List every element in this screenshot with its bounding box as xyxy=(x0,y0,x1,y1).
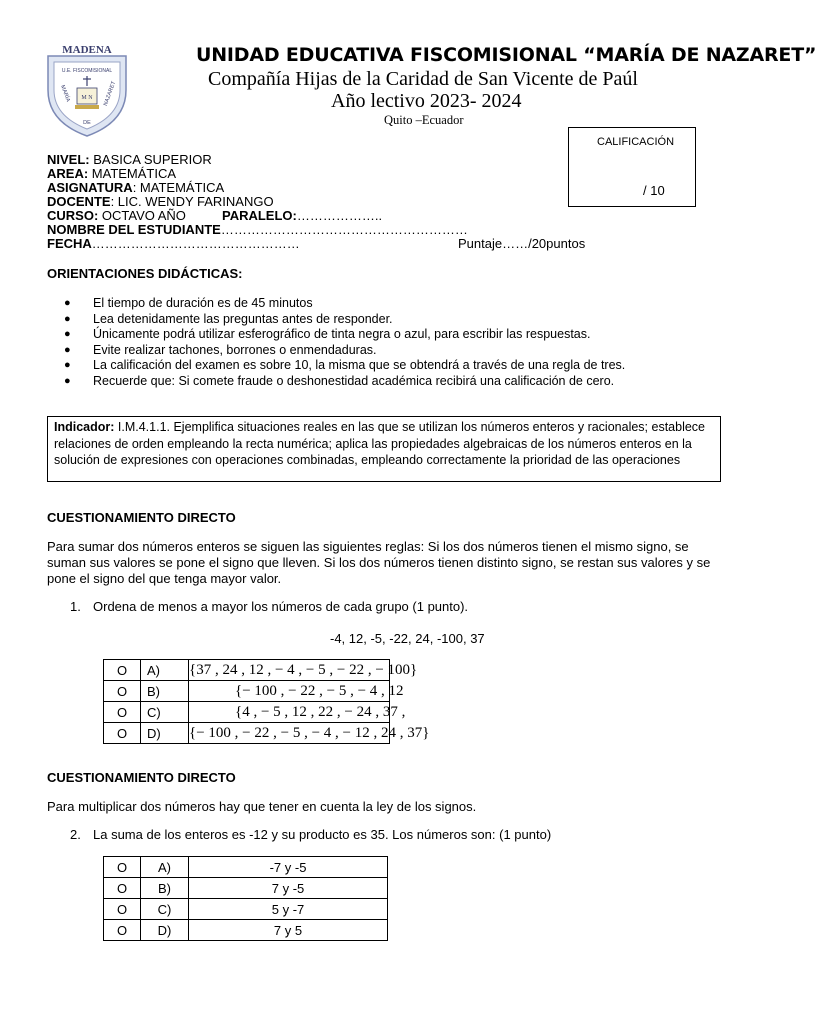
nivel-value: BASICA SUPERIOR xyxy=(89,152,212,167)
grade-label: CALIFICACIÓN xyxy=(597,136,675,148)
fecha-line[interactable] xyxy=(47,237,300,251)
list-item-text: Evite realizar tachones, borrones o enmendaduras. xyxy=(93,342,377,357)
option-letter: B) xyxy=(141,878,189,899)
table-row[interactable] xyxy=(104,660,390,681)
asignatura-label: ASIGNATURA xyxy=(47,180,133,195)
table-row[interactable] xyxy=(104,702,390,723)
question-text: Ordena de menos a mayor los números de cada grupo (1 punto). xyxy=(93,599,469,614)
bullet-icon: ● xyxy=(64,359,71,371)
curso-line xyxy=(47,209,186,223)
logo-ring-text: U.E. FISCOMISIONAL xyxy=(61,68,113,74)
list-item-text: Lea detenidamente las preguntas antes de responder. xyxy=(93,311,393,326)
list-item xyxy=(64,327,625,343)
docente-value: : LIC. WENDY FARINANGO xyxy=(110,194,274,209)
list-item xyxy=(64,374,625,390)
option-letter: D) xyxy=(141,920,189,941)
list-item-text: La calificación del examen es sobre 10, la misma que se obtendrá a través de una regla de tres. xyxy=(93,358,626,372)
docente-label: DOCENTE xyxy=(47,194,111,209)
option-letter: B) xyxy=(141,681,189,702)
grade-value: / 10 xyxy=(643,183,665,198)
student-name-field[interactable]: ………………………………………………… xyxy=(220,222,468,237)
table-row[interactable] xyxy=(104,920,388,941)
logo-badge-text: M N xyxy=(81,95,93,101)
option-marker[interactable]: O xyxy=(104,920,141,941)
number-group: -4, 12, -5, -22, 24, -100, 37 xyxy=(330,631,485,646)
fecha-label: FECHA xyxy=(47,236,92,251)
bullet-icon: ● xyxy=(64,297,71,309)
option-value: 5 y -7 xyxy=(189,899,388,920)
paralelo-label: PARALELO: xyxy=(222,208,297,223)
option-letter: A) xyxy=(141,660,189,681)
indicator-text: I.M.4.1.1. Ejemplifica situaciones reales en las que se utilizan los números enteros y racionales; establece relaciones de orden empleando la recta numérica; aplica las propiedades algebraicas de los números enteros en la solución de expresiones con operaciones combinadas, empleando correctamente la prioridad de las operaciones xyxy=(54,420,706,467)
curso-value: OCTAVO AÑO xyxy=(98,208,186,223)
student-line[interactable] xyxy=(47,223,468,237)
option-marker[interactable]: O xyxy=(104,878,141,899)
indicator-box xyxy=(47,416,721,482)
answer-table-2 xyxy=(103,856,388,941)
area-value: MATEMÁTICA xyxy=(88,166,177,181)
paralelo-field[interactable]: ……………….. xyxy=(296,208,383,223)
question-number: 1. xyxy=(70,599,81,614)
logo-top-text: MADENA xyxy=(62,44,112,56)
curso-label: CURSO: xyxy=(47,208,99,223)
option-letter: C) xyxy=(141,702,189,723)
table-row[interactable] xyxy=(104,723,390,744)
paralelo-line[interactable] xyxy=(222,209,382,223)
option-marker[interactable]: O xyxy=(104,660,141,681)
area-label: AREA: xyxy=(47,166,89,181)
option-letter: C) xyxy=(141,899,189,920)
company-name: Compañía Hijas de la Caridad de San Vicente de Paúl xyxy=(208,68,638,90)
school-name: UNIDAD EDUCATIVA FISCOMISIONAL “MARÍA DE NAZARET” xyxy=(196,44,816,66)
grade-box[interactable] xyxy=(568,127,696,207)
option-marker[interactable]: O xyxy=(104,702,141,723)
section1-title: CUESTIONAMIENTO DIRECTO xyxy=(47,510,236,525)
section2-paragraph: Para multiplicar dos números hay que tener en cuenta la ley de los signos. xyxy=(47,799,477,814)
table-row[interactable] xyxy=(104,878,388,899)
list-item xyxy=(64,312,625,328)
student-label: NOMBRE DEL ESTUDIANTE xyxy=(47,222,221,237)
option-marker[interactable]: O xyxy=(104,857,141,878)
option-value: -7 y -5 xyxy=(189,857,388,878)
nivel-label: NIVEL: xyxy=(47,152,90,167)
option-letter: A) xyxy=(141,857,189,878)
logo-left-text: MARÍA xyxy=(59,84,71,103)
puntaje-field[interactable]: Puntaje……/20puntos xyxy=(458,236,586,251)
bullet-icon: ● xyxy=(64,343,71,356)
option-marker[interactable]: O xyxy=(104,899,141,920)
list-item xyxy=(64,296,625,312)
bullet-icon: ● xyxy=(64,328,71,340)
orientaciones-list xyxy=(64,296,625,389)
area-line xyxy=(47,167,176,181)
list-item-text: Únicamente podrá utilizar esferográfico de tinta negra o azul, para escribir las respuestas. xyxy=(93,327,591,341)
option-marker[interactable]: O xyxy=(104,681,141,702)
section1-paragraph: Para sumar dos números enteros se siguen las siguientes reglas: Si los dos números tienen el mismo signo, se suman sus valores se pone el signo que lleven. Si los dos números tienen distinto signo, se restan sus valores y se pone el signo del que tenga mayor valor. xyxy=(47,539,711,586)
list-item-text: Recuerde que: Si comete fraude o deshonestidad académica recibirá una calificación de cero. xyxy=(93,373,615,388)
nivel-line xyxy=(47,153,212,167)
list-item xyxy=(64,358,625,374)
logo-bottom-text: DE xyxy=(83,120,91,126)
option-value: {37 , 24 , 12 , − 4 , − 5 , − 22 , − 100} xyxy=(189,661,418,678)
option-letter: D) xyxy=(141,723,189,744)
section2-title: CUESTIONAMIENTO DIRECTO xyxy=(47,770,236,785)
question-text: La suma de los enteros es -12 y su producto es 35. Los números son: (1 punto) xyxy=(93,827,552,842)
list-item-text: El tiempo de duración es de 45 minutos xyxy=(93,296,313,310)
option-marker[interactable]: O xyxy=(104,723,141,744)
city: Quito –Ecuador xyxy=(384,113,464,127)
fecha-field[interactable]: ………………………………………… xyxy=(91,236,300,251)
option-value: {− 100 , − 22 , − 5 , − 4 , − 12 , 24 , 37} xyxy=(189,724,430,741)
option-value: 7 y -5 xyxy=(189,878,388,899)
question-1 xyxy=(70,599,468,614)
asignatura-line xyxy=(47,181,224,195)
asignatura-value: : MATEMÁTICA xyxy=(132,180,225,195)
orientaciones-title: ORIENTACIONES DIDÁCTICAS: xyxy=(47,266,243,281)
indicator-label: Indicador: xyxy=(54,420,115,434)
docente-line xyxy=(47,195,274,209)
school-logo xyxy=(42,42,132,138)
question-2 xyxy=(70,827,551,842)
option-value: {4 , − 5 , 12 , 22 , − 24 , 37 , xyxy=(235,703,406,720)
table-row[interactable] xyxy=(104,681,390,702)
list-item xyxy=(64,343,625,359)
table-row[interactable] xyxy=(104,899,388,920)
school-year: Año lectivo 2023- 2024 xyxy=(331,90,522,112)
table-row[interactable] xyxy=(104,857,388,878)
answer-table-1 xyxy=(103,659,430,744)
option-value: {− 100 , − 22 , − 5 , − 4 , 12 xyxy=(235,682,404,699)
bullet-icon: ● xyxy=(64,312,71,325)
question-number: 2. xyxy=(70,827,81,842)
option-value: 7 y 5 xyxy=(189,920,388,941)
logo-right-text: NAZARET xyxy=(102,80,118,107)
bullet-icon: ● xyxy=(64,374,71,387)
